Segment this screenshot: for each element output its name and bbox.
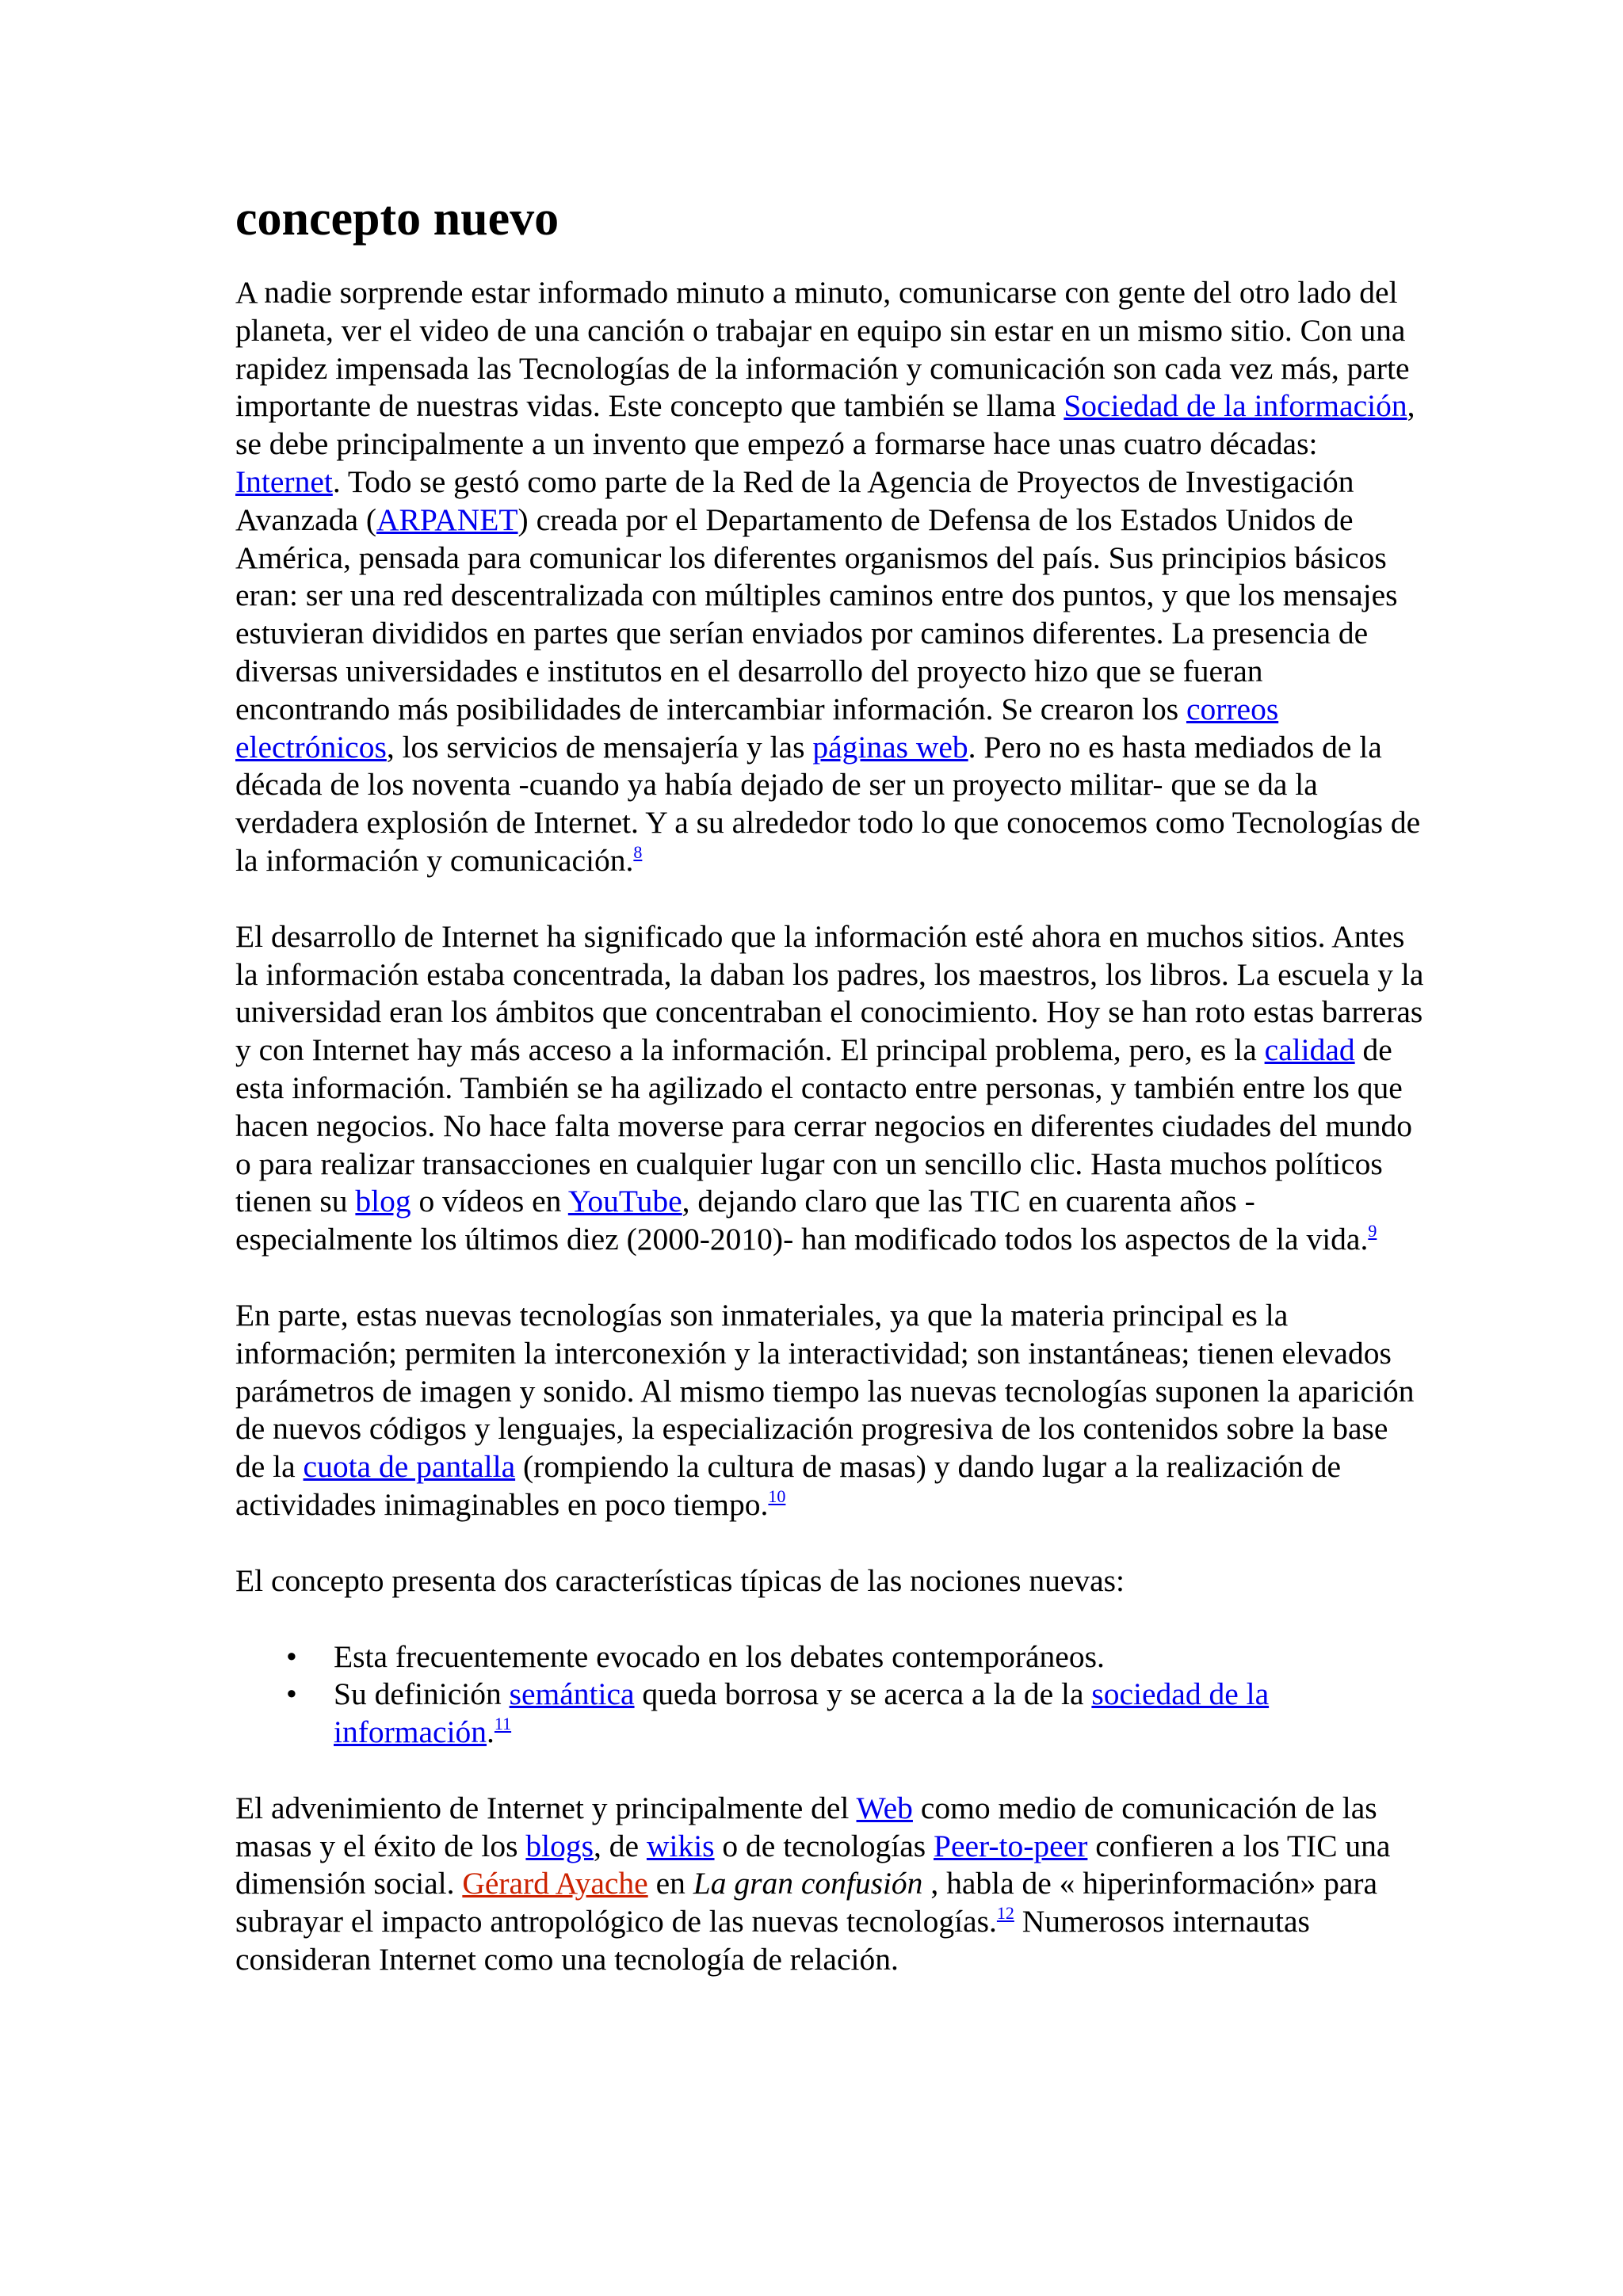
link-semantica[interactable]: semántica	[509, 1676, 635, 1712]
link-arpanet[interactable]: ARPANET	[376, 502, 518, 537]
text: , dejando claro que las TIC en cuarenta años -especialmente los últimos diez (2000-2010)- han modificado todos los aspectos de la vida.	[235, 1184, 1369, 1257]
text: , se debe principalmente a un invento que empezó a formarse hace unas cuatro décadas:	[235, 388, 1415, 462]
text: ) creada por el Departamento de Defensa de los Estados Unidos de América, pensada para comunicar los diferentes organismos del país. Sus principios básicos eran: ser una red descentralizada con múltiples caminos entre dos puntos, y que los mensajes estuvieran divididos en partes que serían enviados por caminos diferentes. La presencia de diversas universidades e institutos en el desarrollo del proyecto hizo que se fueran encontrando más posibilidades de intercambiar información. Se crearon los	[235, 502, 1398, 727]
text: (rompiendo la cultura de masas) y dando lugar a la realización de actividades inimaginables en poco tiempo.	[235, 1449, 1342, 1522]
link-sociedad-informacion[interactable]: Sociedad de la información	[1064, 388, 1407, 424]
footnote-ref	[633, 842, 642, 862]
text: . Pero no es hasta mediados de la década de los noventa -cuando ya había dejado de ser un proyecto militar- que se da la verdadera explosión de Internet. Y a su alrededor todo lo que conocemos como Tecnologías de la información y comunicación.	[235, 729, 1421, 878]
text: en	[647, 1866, 693, 1901]
text: . Todo se gestó como parte de la Red de la Agencia de Proyectos de Investigación Avanzada (	[235, 463, 1354, 537]
link-blogs[interactable]: blogs	[525, 1828, 594, 1863]
paragraph-5	[235, 1790, 1424, 1979]
list-item	[286, 1638, 1424, 1676]
text: como medio de comunicación de las masas y el éxito de los	[235, 1790, 1377, 1863]
footnote-ref	[1368, 1221, 1377, 1241]
footnote-link-8[interactable]: 8	[633, 841, 643, 862]
text: o de tecnologías	[714, 1828, 934, 1863]
link-blog[interactable]: blog	[355, 1184, 411, 1219]
footnote-link-9[interactable]: 9	[1368, 1221, 1377, 1241]
paragraph-2	[235, 918, 1424, 1259]
footnote-link-12[interactable]: 12	[996, 1903, 1014, 1924]
text: En parte, estas nuevas tecnologías son inmateriales, ya que la materia principal es la información; permiten la interconexión y la interactividad; son instantáneas; tienen elevados parámetros de imagen y sonido. Al mismo tiempo las nuevas tecnologías suponen la aparición de nuevos códigos y lenguajes, la especialización progresiva de los contenidos sobre la base de la	[235, 1297, 1415, 1485]
footnote-ref	[768, 1486, 785, 1506]
book-title: La gran confusión	[693, 1866, 923, 1901]
text: queda borrosa y se acerca a la de la	[634, 1676, 1092, 1712]
footnote-link-10[interactable]: 10	[768, 1486, 786, 1506]
link-youtube[interactable]: YouTube	[567, 1184, 682, 1219]
link-correos-electronicos[interactable]: correos electrónicos	[235, 691, 1279, 765]
bullet-icon: •	[286, 1638, 297, 1674]
text: .	[487, 1714, 495, 1750]
text: El desarrollo de Internet ha significado que la información esté ahora en muchos sitios. Antes la información estaba concentrada, la daban los padres, los maestros, los libros. La escuela y la universidad eran los ámbitos que concentraban el conocimiento. Hoy se han roto estas barreras y con Internet hay más acceso a la información. El principal problema, pero, es la	[235, 918, 1424, 1068]
text: o vídeos en	[411, 1184, 568, 1219]
text: , los servicios de mensajería y las	[386, 729, 813, 765]
text: A nadie sorprende estar informado minuto a minuto, comunicarse con gente del otro lado del planeta, ver el video de una canción o trabajar en equipo sin estar en un mismo sitio. Con una rapidez impensada las Tecnologías de la información y comunicación son cada vez más, parte importante de nuestras vidas. Este concepto que también se llama	[235, 275, 1410, 424]
characteristics-list	[235, 1638, 1424, 1752]
footnote-ref	[495, 1714, 511, 1733]
footnote-ref	[997, 1903, 1014, 1923]
bullet-icon: •	[286, 1676, 297, 1712]
link-internet[interactable]: Internet	[235, 463, 333, 499]
text: El advenimiento de Internet y principalmente del	[235, 1790, 857, 1825]
link-calidad[interactable]: calidad	[1264, 1032, 1355, 1068]
list-item	[286, 1676, 1424, 1752]
link-paginas-web[interactable]: páginas web	[812, 729, 968, 765]
paragraph-1	[235, 274, 1424, 880]
section-heading: concepto nuevo	[235, 192, 559, 246]
text: , de	[594, 1828, 647, 1863]
link-web[interactable]: Web	[856, 1790, 913, 1825]
link-sociedad-de-la-informacion[interactable]: sociedad de la información	[334, 1676, 1270, 1750]
paragraph-3	[235, 1297, 1424, 1524]
text: Esta frecuentemente evocado en los debates contemporáneos.	[334, 1638, 1105, 1674]
text: de esta información. También se ha agilizado el contacto entre personas, y también entre los que hacen negocios. No hace falta moverse para cerrar negocios en diferentes ciudades del mundo o para realizar transacciones en cualquier lugar con un sencillo clic. Hasta muchos políticos tienen su	[235, 1032, 1412, 1219]
paragraph-4: El concepto presenta dos características típicas de las nociones nuevas:	[235, 1562, 1125, 1598]
footnote-link-11[interactable]: 11	[494, 1714, 512, 1734]
document-page	[235, 190, 1424, 1979]
link-cuota-de-pantalla[interactable]: cuota de pantalla	[303, 1449, 516, 1485]
text: Numerosos internautas consideran Internet como una tecnología de relación.	[235, 1904, 1310, 1978]
link-peer-to-peer[interactable]: Peer-to-peer	[933, 1828, 1088, 1863]
link-wikis[interactable]: wikis	[646, 1828, 715, 1863]
text: Su definición	[334, 1676, 510, 1712]
text: confieren a los TIC una dimensión social.	[235, 1828, 1391, 1901]
link-gerard-ayache[interactable]: Gérard Ayache	[462, 1866, 648, 1901]
text: , habla de « hiperinformación» para subrayar el impacto antropológico de las nuevas tecnologías.	[235, 1866, 1378, 1939]
